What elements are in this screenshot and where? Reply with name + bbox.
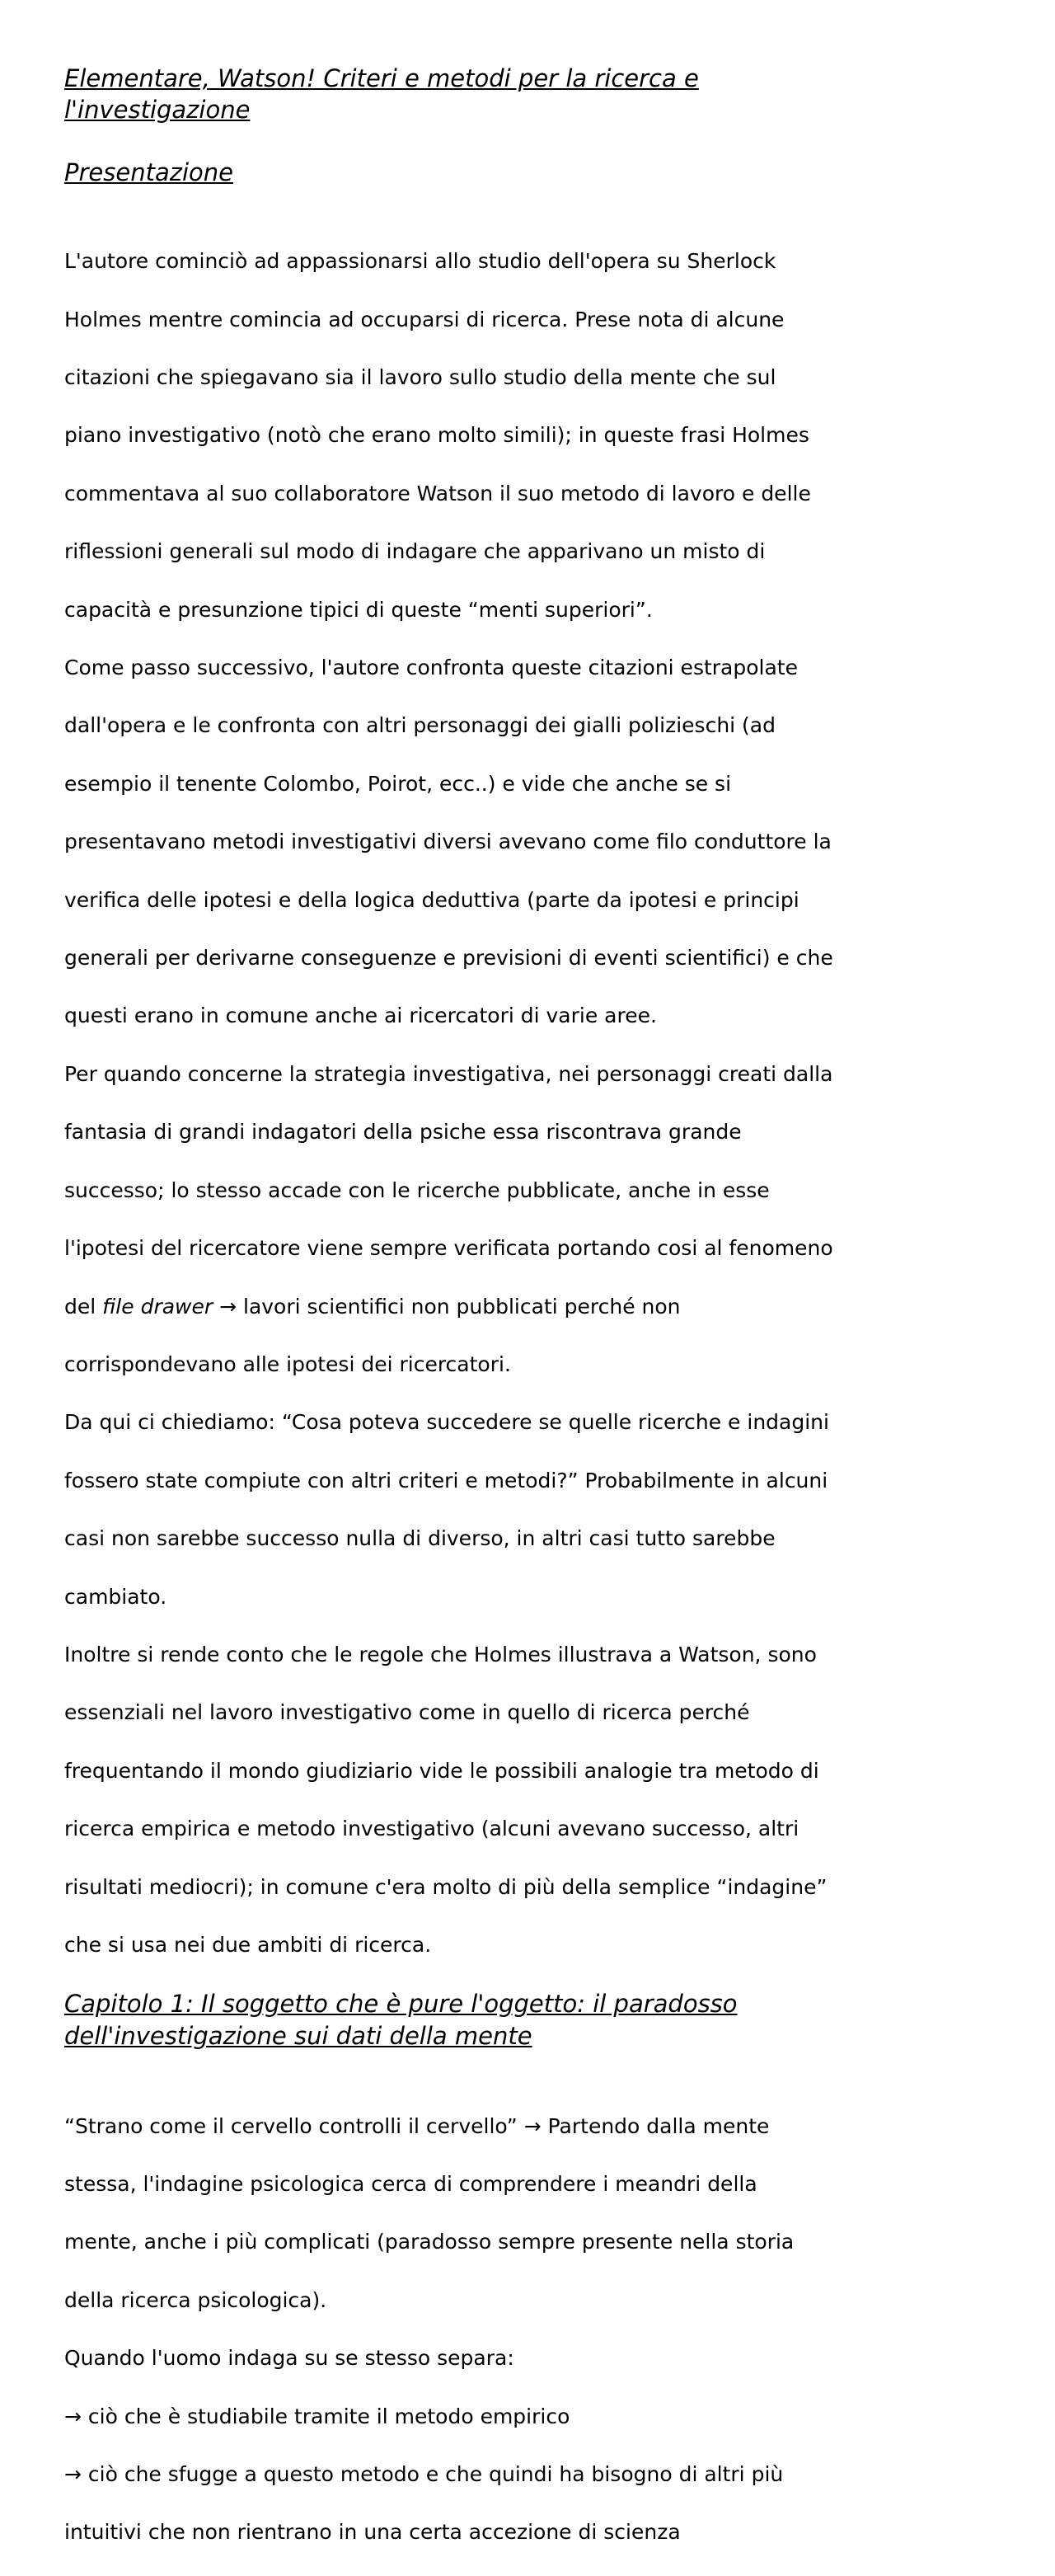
- body-line: che si usa nei due ambiti di ricerca.: [64, 1932, 432, 1957]
- body-line: corrispondevano alle ipotesi dei ricercatori.: [64, 1351, 511, 1376]
- body-line: Come passo successivo, l'autore confronta queste citazioni estrapolate: [64, 656, 798, 680]
- body-line: l'ipotesi del ricercatore viene sempre verificata portando cosi al fenomeno: [64, 1236, 833, 1261]
- file-drawer-line: [64, 1292, 1012, 1321]
- presentazione-body: [64, 218, 1012, 1988]
- body-line: cambiato.: [64, 1584, 167, 1609]
- body-line: riflessioni generali sul modo di indagare che apparivano un misto di: [64, 539, 766, 564]
- body-line: capacità e presunzione tipici di queste “menti superiori”.: [64, 597, 653, 622]
- body-line: Inoltre si rende conto che le regole che Holmes illustrava a Watson, sono: [64, 1642, 817, 1666]
- body-line: → ciò che sfugge a questo metodo e che quindi ha bisogno di altri più: [64, 2462, 784, 2487]
- body-line: fantasia di grandi indagatori della psiche essa riscontrava grande: [64, 1120, 742, 1145]
- body-line: generali per derivarne conseguenze e previsioni di eventi scientifici) e che: [64, 946, 833, 971]
- body-line: fossero state compiute con altri criteri e metodi?” Probabilmente in alcuni: [64, 1468, 828, 1492]
- body-line: esempio il tenente Colombo, Poirot, ecc..) e vide che anche se si: [64, 771, 732, 796]
- body-line: frequentando il mondo giudiziario vide le possibili analogie tra metodo di: [64, 1758, 819, 1783]
- body-line: stessa, l'indagine psicologica cerca di comprendere i meandri della: [64, 2172, 757, 2196]
- title-line-1: Elementare, Watson! Criteri e metodi per la ricerca e: [64, 64, 699, 92]
- body-line: commentava al suo collaboratore Watson il suo metodo di lavoro e delle: [64, 481, 811, 505]
- chapter-heading-line-2: dell'investigazione sui dati della mente: [64, 2022, 532, 2051]
- body-line: → ciò che è studiabile tramite il metodo empirico: [64, 2404, 570, 2428]
- body-line: risultati mediocri); in comune c'era molto di più della semplice “indagine”: [64, 1874, 828, 1899]
- body-line: dall'opera e le confronta con altri personaggi dei gialli polizieschi (ad: [64, 713, 776, 738]
- file-drawer-prefix: del: [64, 1294, 103, 1319]
- body-line: “Strano come il cervello controlli il cervello” → Partendo dalla mente: [64, 2113, 770, 2138]
- body-line: Holmes mentre comincia ad occuparsi di ricerca. Prese nota di alcune: [64, 307, 785, 331]
- chapter-1-body: [64, 2082, 1012, 2575]
- body-line: ricerca empirica e metodo investigativo (alcuni avevano successo, altri: [64, 1817, 799, 1841]
- body-line: L'autore cominciò ad appassionarsi allo studio dell'opera su Sherlock: [64, 249, 776, 274]
- body-line: mente, anche i più complicati (paradosso sempre presente nella storia: [64, 2230, 795, 2254]
- body-line: presentavano metodi investigativi diversi avevano come filo conduttore la: [64, 830, 832, 854]
- body-line: Da qui ci chiediamo: “Cosa poteva succedere se quelle ricerche e indagini: [64, 1410, 829, 1435]
- body-line: citazioni che spiegavano sia il lavoro sullo studio della mente che sul: [64, 365, 776, 390]
- body-line: verifica delle ipotesi e della logica deduttiva (parte da ipotesi e principi: [64, 887, 799, 912]
- chapter-heading-line-1: Capitolo 1: Il soggetto che è pure l'oggetto: il paradosso: [64, 1990, 738, 2019]
- body-line: piano investigativo (notò che erano molto simili); in queste frasi Holmes: [64, 423, 809, 448]
- body-line: della ricerca psicologica).: [64, 2287, 327, 2312]
- document-page: [64, 63, 1012, 2576]
- body-line: successo; lo stesso accade con le ricerche pubblicate, anche in esse: [64, 1178, 770, 1202]
- body-line: essenziali nel lavoro investigativo come in quello di ricerca perché: [64, 1700, 750, 1725]
- file-drawer-term: file drawer: [102, 1294, 213, 1319]
- file-drawer-suffix: → lavori scientifici non pubblicati perché non: [213, 1294, 681, 1319]
- document-title: [64, 63, 1012, 125]
- chapter-1-heading: [64, 1988, 1012, 2052]
- section-heading-presentazione: Presentazione: [64, 158, 233, 186]
- body-line: Quando l'uomo indaga su se stesso separa:: [64, 2346, 514, 2371]
- title-line-2: l'investigazione: [64, 96, 251, 124]
- body-line: Per quando concerne la strategia investigativa, nei personaggi creati dalla: [64, 1061, 833, 1086]
- body-line: questi erano in comune anche ai ricercatori di varie aree.: [64, 1004, 657, 1028]
- body-line: intuitivi che non rientrano in una certa accezione di scienza: [64, 2520, 681, 2545]
- body-line: casi non sarebbe successo nulla di diverso, in altri casi tutto sarebbe: [64, 1526, 776, 1551]
